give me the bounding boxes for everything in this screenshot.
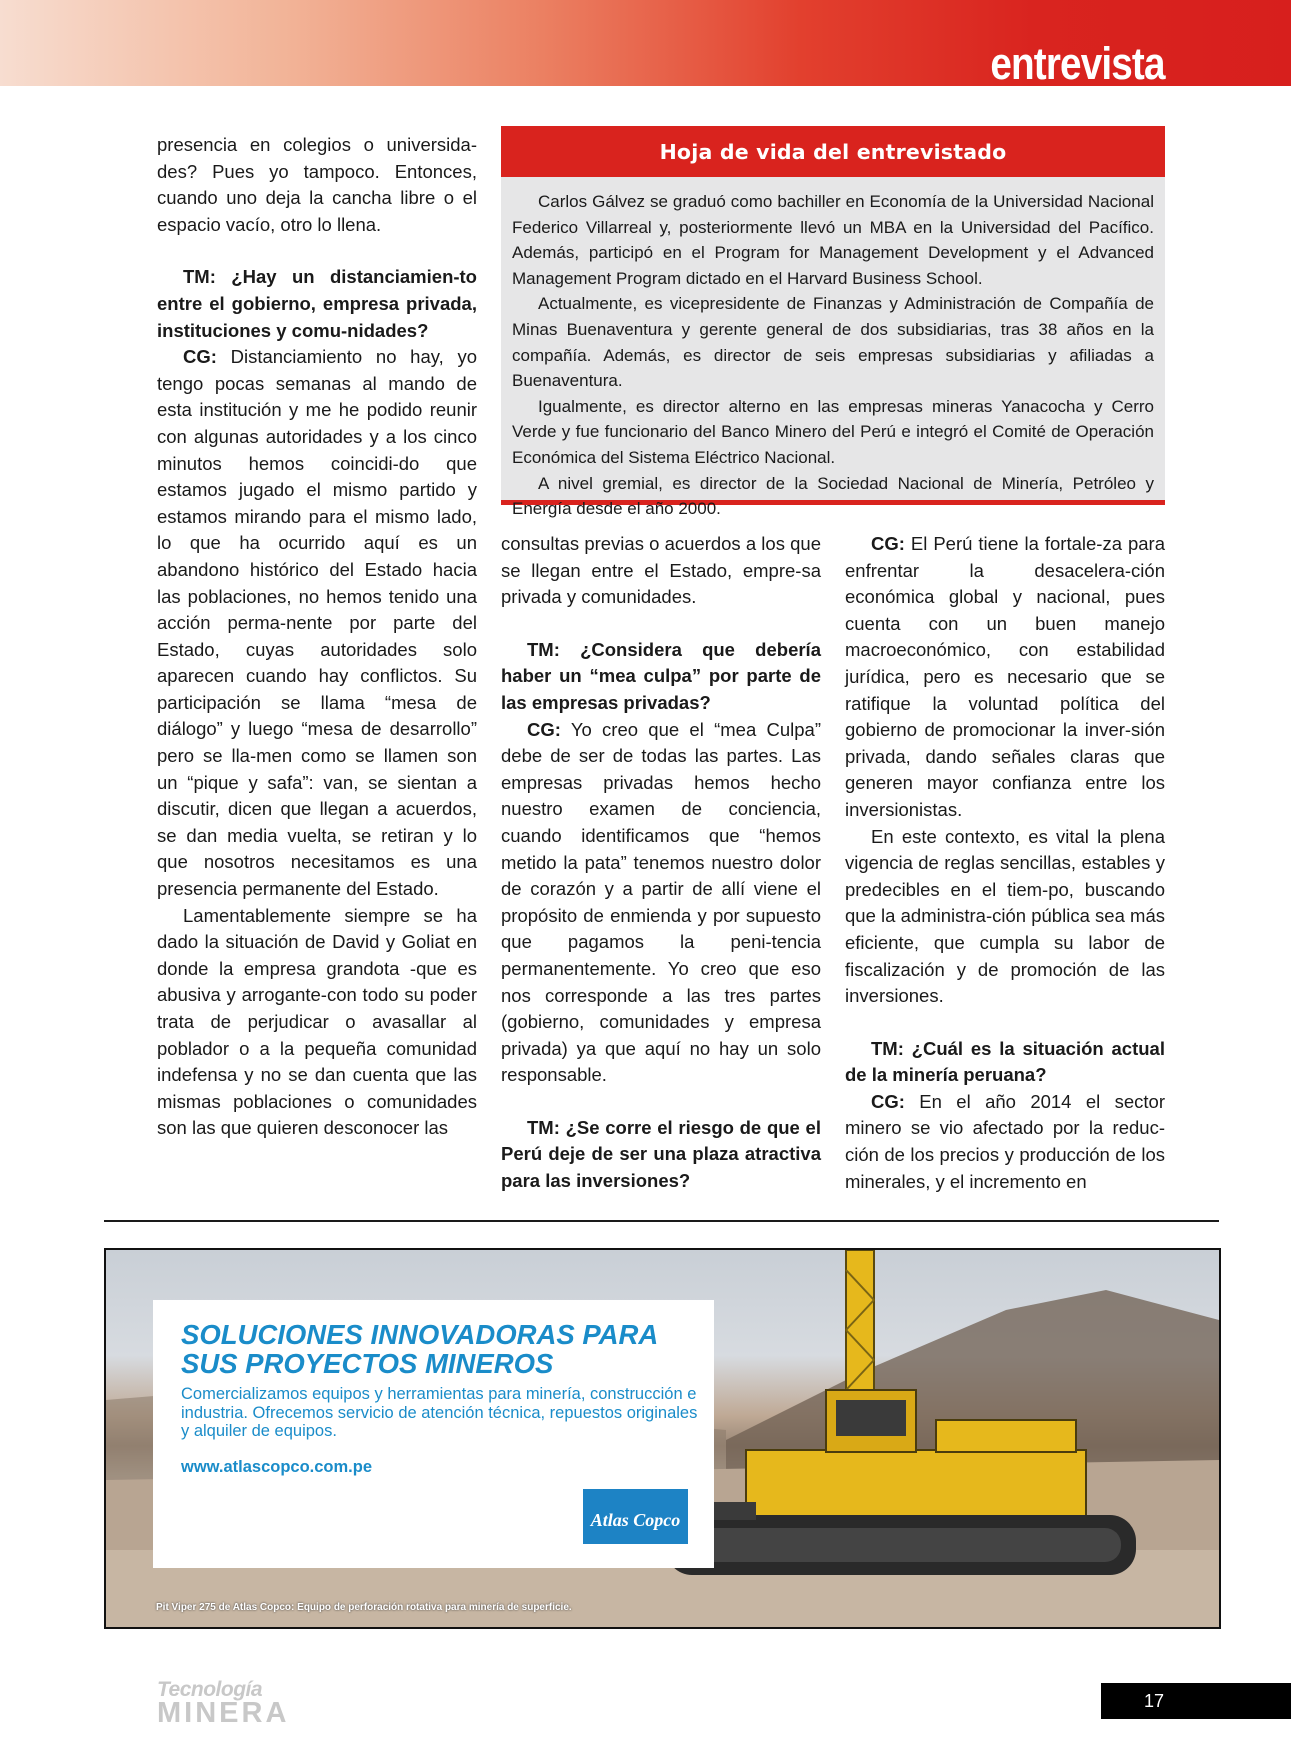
ad-headline-line2: SUS PROYECTOS MINEROS [181,1348,554,1379]
interview-question: TM: ¿Considera que debería haber un “mea culpa” por parte de las empresas privadas? [501,638,821,713]
magazine-logo-line1: Tecnología [157,1678,263,1701]
section-title: entrevista [990,38,1165,89]
bio-paragraph: Carlos Gálvez se graduó como bachiller en Economía de la Universidad Nacional Federico Villarreal y, posteriormente llevó un MBA en la Universidad del Pacífico. Además, participó en el Program for Management Development y el Advanced Management Program dictado en el Harvard Business School. [512,192,1154,288]
ad-headline [181,1320,701,1378]
answer-tag: CG: [183,346,217,368]
answer-tag: CG: [871,1090,905,1112]
answer-tag: CG: [871,533,905,554]
article-column-2 [501,531,821,1195]
answer-text: En el año 2014 el sector minero se vio afectado por la reduc-ción de los precios y producción de los minerales, y el incremento en [845,1090,1165,1192]
page-number: 17 [1101,1683,1291,1719]
paragraph: presencia en colegios o universida-des? Pues yo tampoco. Entonces, cuando uno deja la cancha libre o el espacio vacío, otro lo llena. [157,134,477,235]
atlas-copco-advertisement[interactable] [104,1248,1221,1629]
ad-copy: Comercializamos equipos y herramientas para minería, construcción e industria. Ofrecemos servicio de atención técnica, repuestos originales y alquiler de equipos. [181,1385,698,1440]
ad-website-link[interactable]: www.atlascopco.com.pe [181,1458,373,1476]
magazine-logo [157,1678,290,1729]
atlas-copco-logo [583,1489,688,1544]
interview-question: TM: ¿Hay un distanciamien-to entre el gobierno, empresa privada, instituciones y comu-nidades? [157,266,477,341]
bio-body [501,177,1165,522]
interview-answer [501,717,821,1089]
magazine-logo-line2: MINERA [157,1697,290,1729]
interview-question: TM: ¿Cuál es la situación actual de la minería peruana? [845,1037,1165,1086]
interview-question: TM: ¿Se corre el riesgo de que el Perú deje de ser una plaza atractiva para las inversiones? [501,1116,821,1192]
bio-paragraph: Igualmente, es director alterno en las empresas mineras Yanacocha y Cerro Verde y fue funcionario del Banco Minero del Perú e integró el Comité de Operación Económica del Sistema Eléctrico Nacional. [512,396,1154,467]
divider-rule [104,1220,1219,1222]
answer-text: Yo creo que el “mea Culpa” debe de ser de todas las partes. Las empresas privadas hemos hecho nuestro examen de conciencia, cuando identificamos que “hemos metido la pata” tenemos nuestro dolor de corazón y a partir de allí viene el propósito de enmienda y por supuesto que pagamos la peni-tencia permanentemente. Yo creo que eso nos corresponde a las tres partes (gobierno, comunidades y empresa privada) ya que aquí no hay un solo responsable. [501,718,821,1086]
logo-text: Atlas Copco [590,1509,681,1530]
answer-text: Distanciamiento no hay, yo tengo pocas semanas al mando de esta institución y me he podido reunir con algunas autoridades y a los cinco minutos hemos coincidi-do que estamos jugado el mismo partido y estamos mirando para el mismo lado, lo que ha ocurrido aquí es un abandono histórico del Estado hacia las poblaciones, no hemos tenido una acción perma-nente por parte del Estado, cuyas autoridades solo aparecen cuando hay conflictos. Su participación se llama “mesa de diálogo” y luego “mesa de desarrollo” pero se lla-men como se llamen son un “pique y safa”: van, se sientan a discutir, dicen que llegan a acuerdos, se dan media vuelta, se retiran y lo que nosotros necesitamos es una presencia permanente del Estado. [157,346,477,900]
interview-answer [845,1089,1165,1195]
interview-answer [157,344,477,902]
ad-headline-line1: SOLUCIONES INNOVADORAS PARA [181,1319,659,1350]
ad-photo-caption: Pit Viper 275 de Atlas Copco: Equipo de perforación rotativa para minería de superficie. [156,1602,572,1613]
paragraph: consultas previas o acuerdos a los que se llegan entre el Estado, empre-sa privada y comunidades. [501,533,821,608]
answer-tag: CG: [527,718,561,740]
paragraph: Lamentablemente siempre se ha dado la situación de David y Goliat en donde la empresa grandota -que es abusiva y arrogante-con todo su poder trata de perjudicar o avasallar al poblador o a la pequeña comunidad indefensa y no se dan cuenta que las mismas poblaciones o comunidades son las que quieren desconocer las [157,904,477,1139]
ad-text-card [153,1300,714,1568]
bio-title: Hoja de vida del entrevistado [501,126,1165,177]
bio-paragraph: Actualmente, es vicepresidente de Finanzas y Administración de Compañía de Minas Buenaventura y gerente general de dos subsidiarias, tras 38 años en la compañía. Además, es director de seis empresas subsidiarias y afiliadas a Buenaventura. [512,294,1154,391]
answer-text: El Perú tiene la fortale-za para enfrentar la desacelera-ción económica global y nacional, pues cuenta con un buen manejo macroeconómico, con estabilidad jurídica, pero es necesario que se ratifique la voluntad política del gobierno de promocionar la inver-sión privada, dando señales claras que generen mayor confianza entre los inversionistas. [845,533,1165,820]
interview-answer [845,531,1165,824]
bio-paragraph: A nivel gremial, es director de la Sociedad Nacional de Minería, Petróleo y Energía desde el año 2000. [512,473,1154,519]
article-column-3 [845,531,1165,1195]
bio-sidebar-box [501,126,1165,519]
article-column-1 [157,132,477,1142]
paragraph: En este contexto, es vital la plena vigencia de reglas sencillas, estables y predecibles en el tiem-po, buscando que la administra-ción pública sea más eficiente, que cumpla su labor de fiscalización y de promoción de las inversiones. [845,825,1165,1007]
